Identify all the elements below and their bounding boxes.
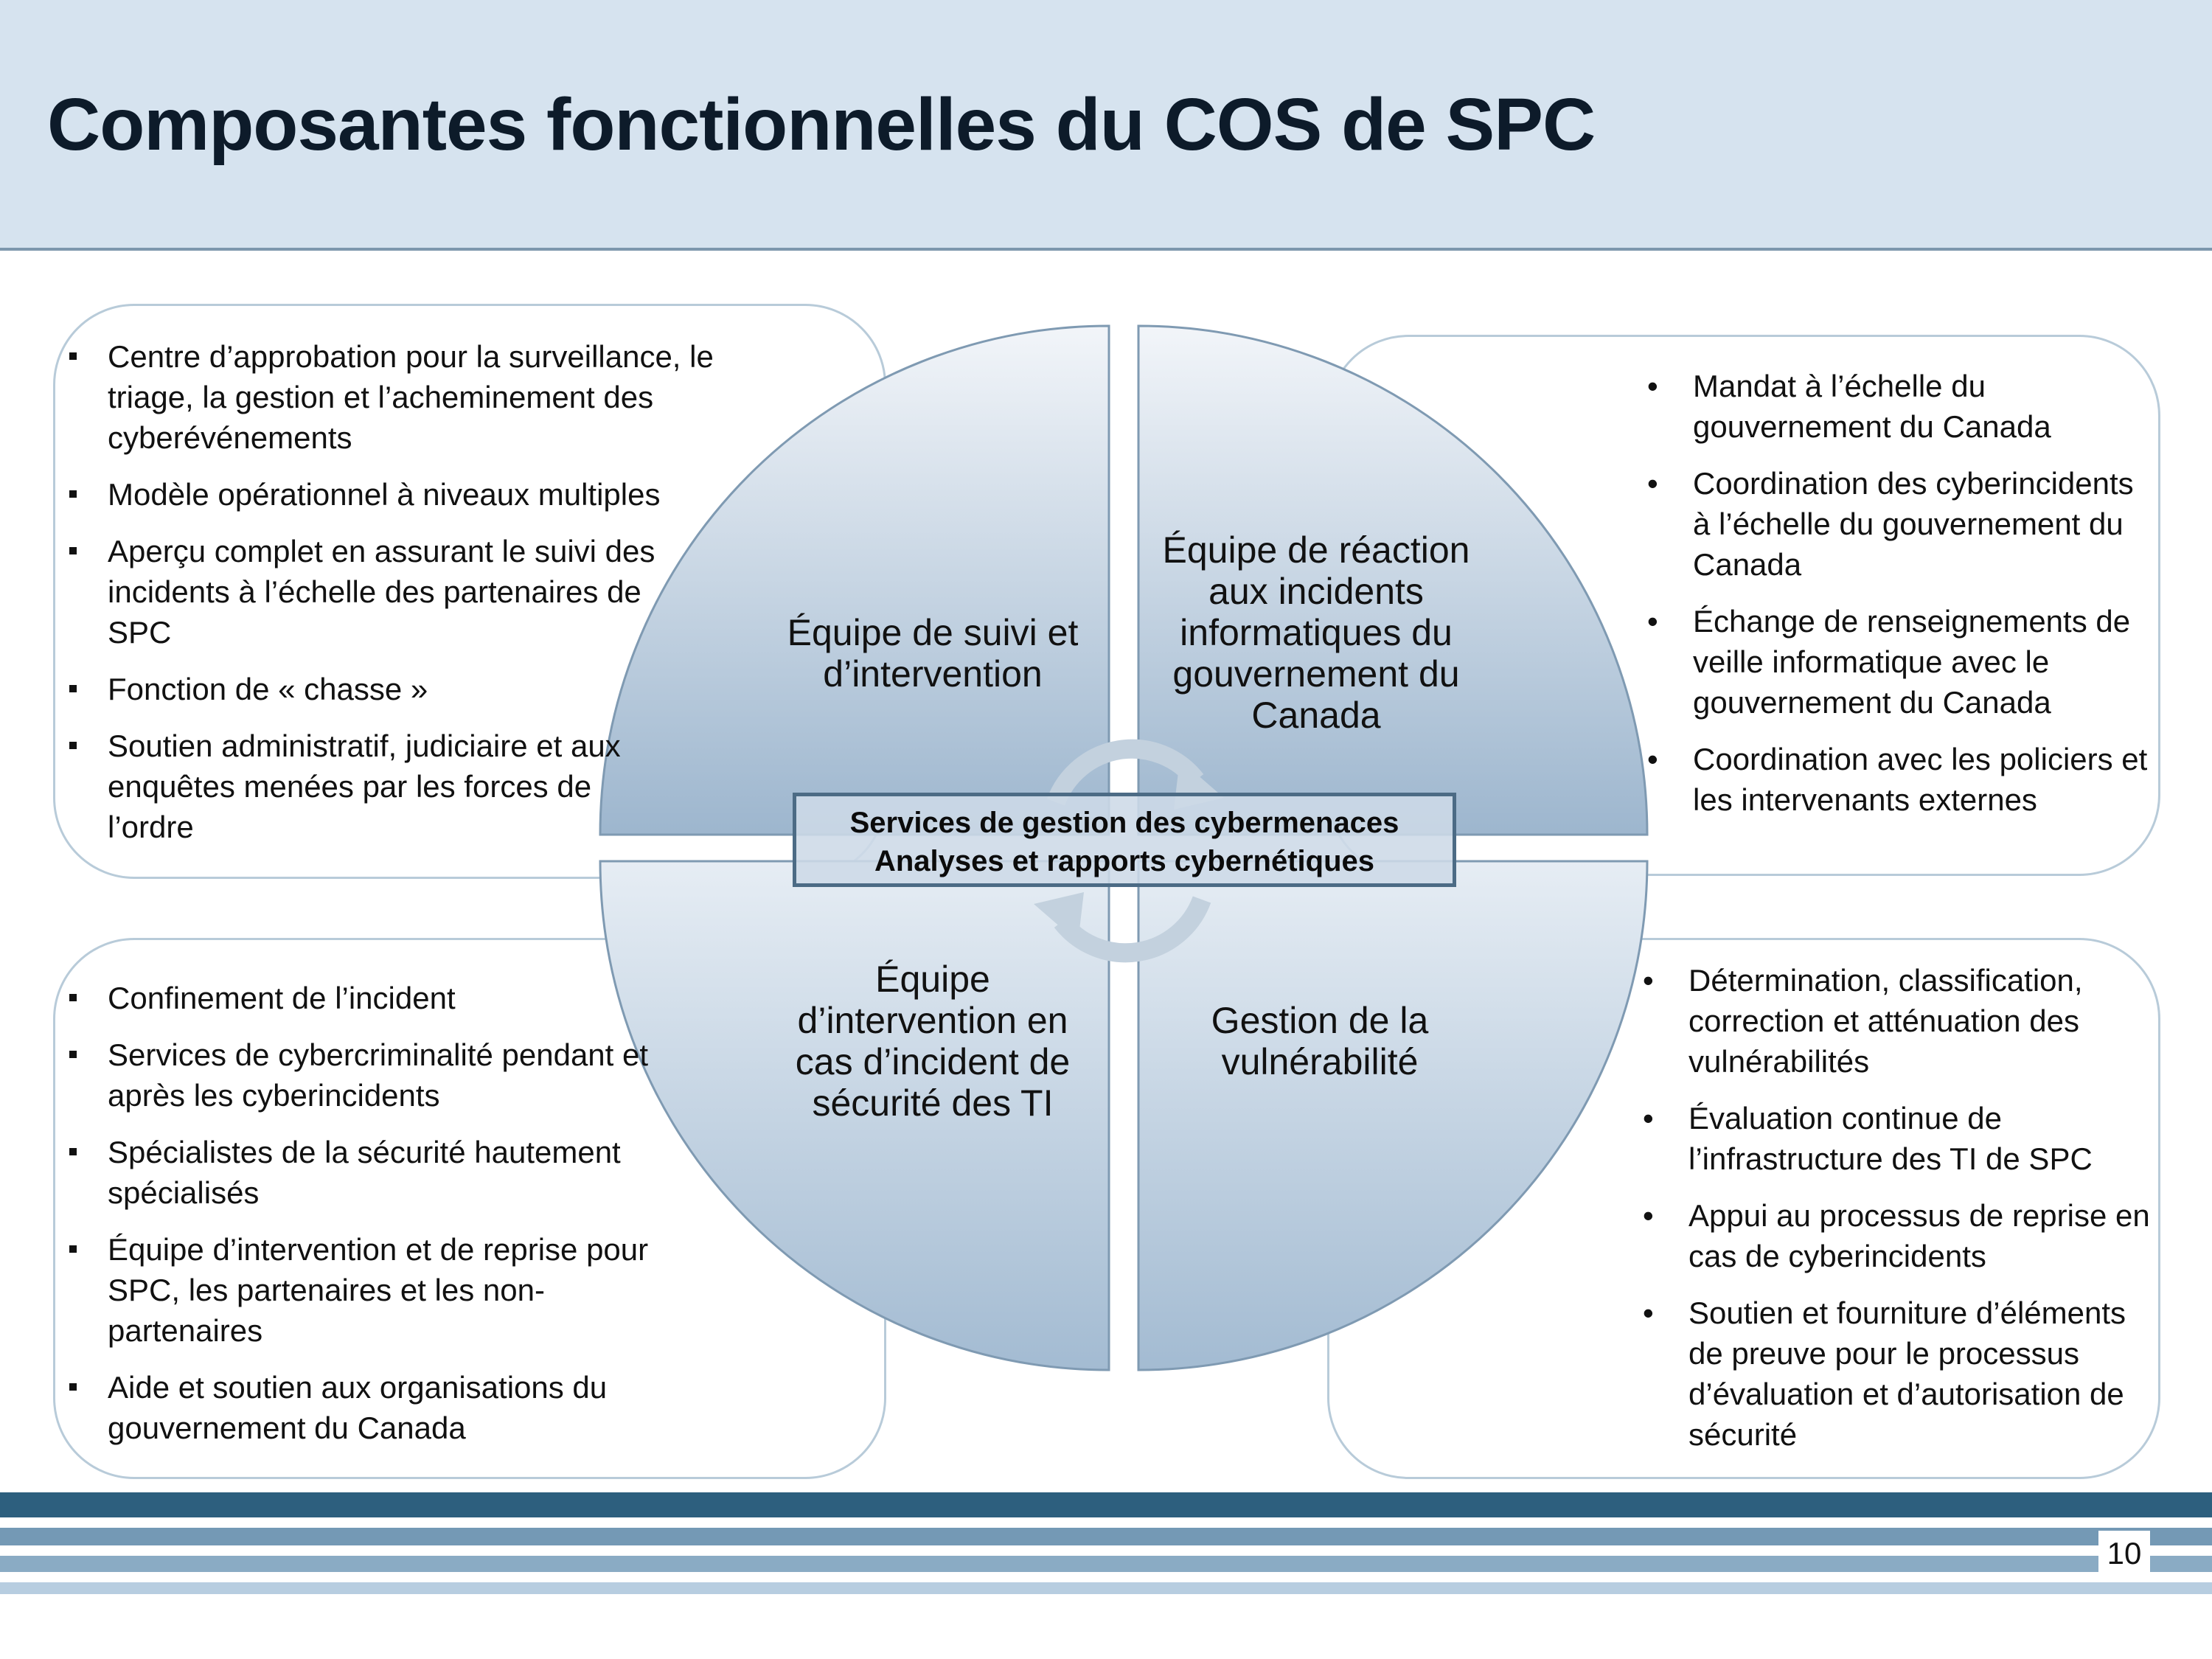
list-item: • Détermination, classification, correction et atténuation des vulnérabilités bbox=[1637, 960, 2153, 1082]
quadrant-label-bottom-left: Équipe d’intervention en cas d’incident de sécurité des TI bbox=[795, 959, 1071, 1124]
list-item: Aide et soutien aux organisations du gouvernement du Canada bbox=[56, 1367, 668, 1448]
list-item: Spécialistes de la sécurité hautement spécialisés bbox=[56, 1132, 690, 1213]
list-top-right bbox=[1641, 366, 2150, 836]
center-line-2: Analyses et rapports cybernétiques bbox=[874, 845, 1375, 877]
list-item: • Coordination avec les policiers et les intervenants externes bbox=[1641, 739, 2150, 820]
list-item: • Coordination des cyberincidents à l’échelle du gouvernement du Canada bbox=[1641, 463, 2150, 585]
list-item: • Soutien et fourniture d’éléments de preuve pour le processus d’évaluation et d’autorisation de sécurité bbox=[1637, 1293, 2160, 1455]
footer-stripe-light bbox=[0, 1582, 2212, 1594]
footer-stripe-mid bbox=[0, 1528, 2212, 1545]
slide-title: Composantes fonctionnelles du COS de SPC bbox=[47, 83, 1596, 166]
list-item: • Évaluation continue de l’infrastructure des TI de SPC bbox=[1637, 1098, 2153, 1179]
quadrant-label-bottom-right: Gestion de la vulnérabilité bbox=[1211, 1000, 1429, 1082]
list-bottom-left bbox=[56, 978, 690, 1464]
list-item: Confinement de l’incident bbox=[56, 978, 690, 1018]
list-item: Modèle opérationnel à niveaux multiples bbox=[56, 474, 764, 515]
list-item: • Appui au processus de reprise en cas de cyberincidents bbox=[1637, 1195, 2153, 1276]
list-item: Soutien administratif, judiciaire et aux enquêtes menées par les forces de l’ordre bbox=[56, 726, 624, 847]
list-item: Fonction de « chasse » bbox=[56, 669, 764, 709]
quadrant-label-top-right: Équipe de réaction aux incidents informatiques du gouvernement du Canada bbox=[1162, 529, 1470, 736]
quadrant-bottom-right bbox=[1138, 861, 1647, 1370]
list-item: Aperçu complet en assurant le suivi des incidents à l’échelle des partenaires de SPC bbox=[56, 531, 698, 653]
list-item: Centre d’approbation pour la surveillance, le triage, la gestion et l’acheminement des cyberévénements bbox=[56, 336, 764, 458]
footer-stripe-dark bbox=[0, 1492, 2212, 1517]
list-item: • Échange de renseignements de veille informatique avec le gouvernement du Canada bbox=[1641, 601, 2150, 723]
list-item: Équipe d’intervention et de reprise pour SPC, les partenaires et les non-partenaires bbox=[56, 1229, 683, 1351]
quadrant-label-top-left: Équipe de suivi et d’intervention bbox=[787, 612, 1079, 695]
list-item: • Mandat à l’échelle du gouvernement du Canada bbox=[1641, 366, 2076, 447]
center-line-1: Services de gestion des cybermenaces bbox=[849, 807, 1399, 839]
footer-stripe-mid-2 bbox=[0, 1556, 2212, 1572]
center-services-box bbox=[793, 793, 1456, 887]
page-number: 10 bbox=[2098, 1531, 2150, 1576]
list-item: Services de cybercriminalité pendant et après les cyberincidents bbox=[56, 1034, 690, 1116]
list-bottom-right bbox=[1637, 960, 2153, 1471]
list-top-left bbox=[56, 336, 764, 863]
